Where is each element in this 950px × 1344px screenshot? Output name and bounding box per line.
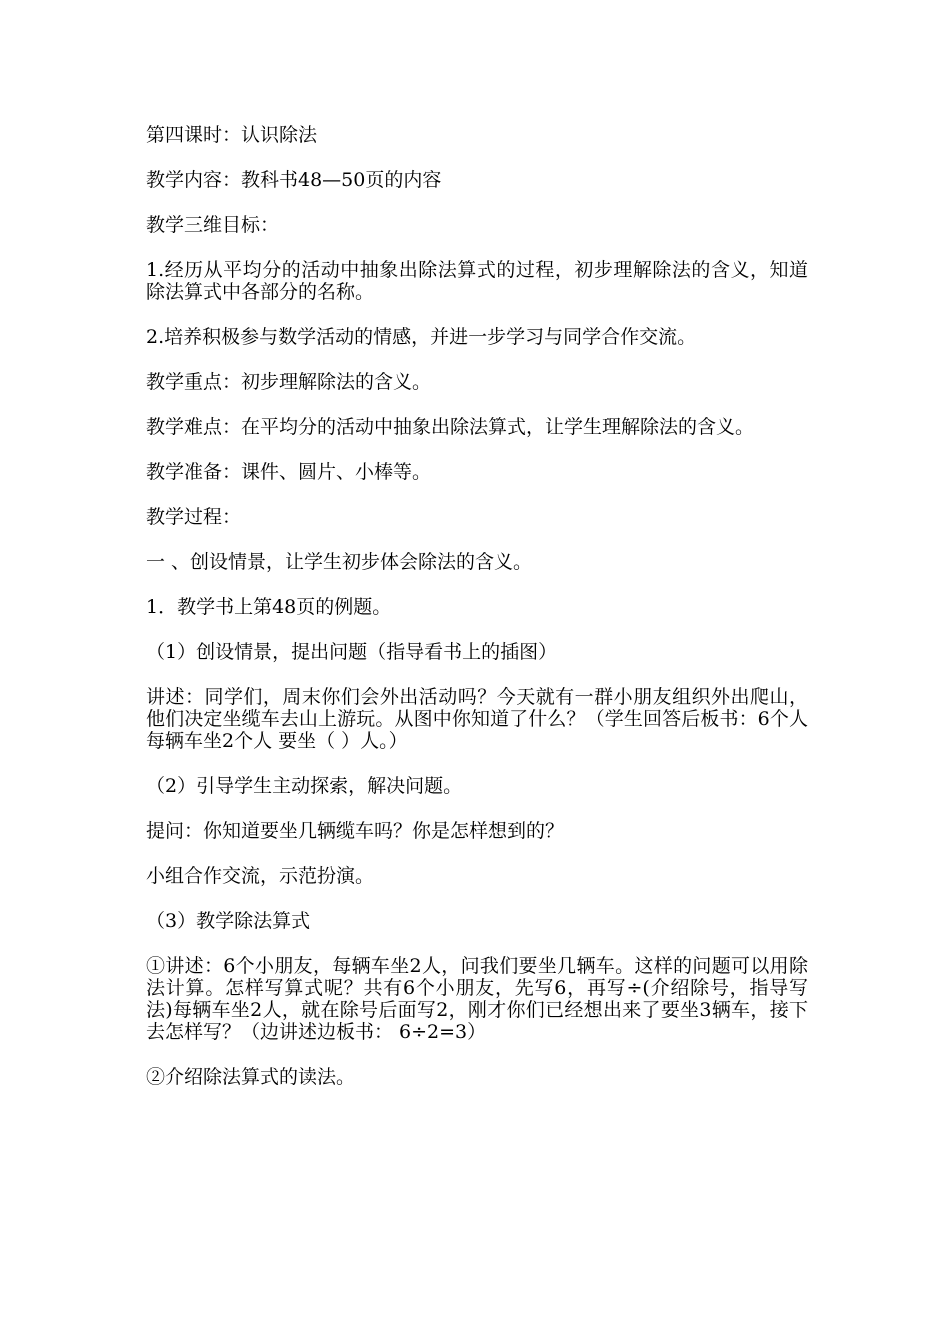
substep-1: （1）创设情景，提出问题（指导看书上的插图） [146, 641, 558, 663]
substep-2: （2）引导学生主动探索，解决问题。 [146, 775, 463, 797]
lesson-title: 第四课时：认识除法 [146, 124, 318, 146]
question-paragraph: 提问：你知道要坐几辆缆车吗？你是怎样想到的？ [146, 820, 565, 842]
division-explanation: ①讲述：6个小朋友，每辆车坐2人，问我们要坐几辆车。这样的问题可以用除法计算。怎样写算式呢？共有6个小朋友，先写6，再写÷(介绍除号，指导写法)每辆车坐2人，就在除号后面写2，刚才你们已经想出来了要坐3辆车，接下去怎样写？（边讲述边板书： 6÷2=3） [146, 955, 808, 1043]
step-1: 1．教学书上第48页的例题。 [146, 596, 392, 618]
section-1-heading: 一 、创设情景，让学生初步体会除法的含义。 [146, 551, 533, 573]
difficult-point: 教学难点：在平均分的活动中抽象出除法算式，让学生理解除法的含义。 [146, 416, 755, 438]
teaching-content: 教学内容：教科书48—50页的内容 [146, 169, 442, 191]
objectives-heading: 教学三维目标： [146, 214, 280, 236]
teaching-preparation: 教学准备：课件、圆片、小棒等。 [146, 461, 432, 483]
reading-method: ②介绍除法算式的读法。 [146, 1066, 356, 1088]
process-heading: 教学过程： [146, 506, 242, 528]
document-body [146, 124, 808, 1111]
group-activity: 小组合作交流，示范扮演。 [146, 865, 375, 887]
objective-2: 2.培养积极参与数学活动的情感，并进一步学习与同学合作交流。 [146, 326, 697, 348]
narration-paragraph: 讲述：同学们，周末你们会外出活动吗？今天就有一群小朋友组织外出爬山，他们决定坐缆车去山上游玩。从图中你知道了什么？（学生回答后板书：6个人 每辆车坐2个人 要坐（ ）人。） [146, 686, 808, 752]
key-point: 教学重点：初步理解除法的含义。 [146, 371, 432, 393]
objective-1: 1.经历从平均分的活动中抽象出除法算式的过程，初步理解除法的含义，知道除法算式中各部分的名称。 [146, 259, 808, 303]
substep-3: （3）教学除法算式 [146, 910, 311, 932]
